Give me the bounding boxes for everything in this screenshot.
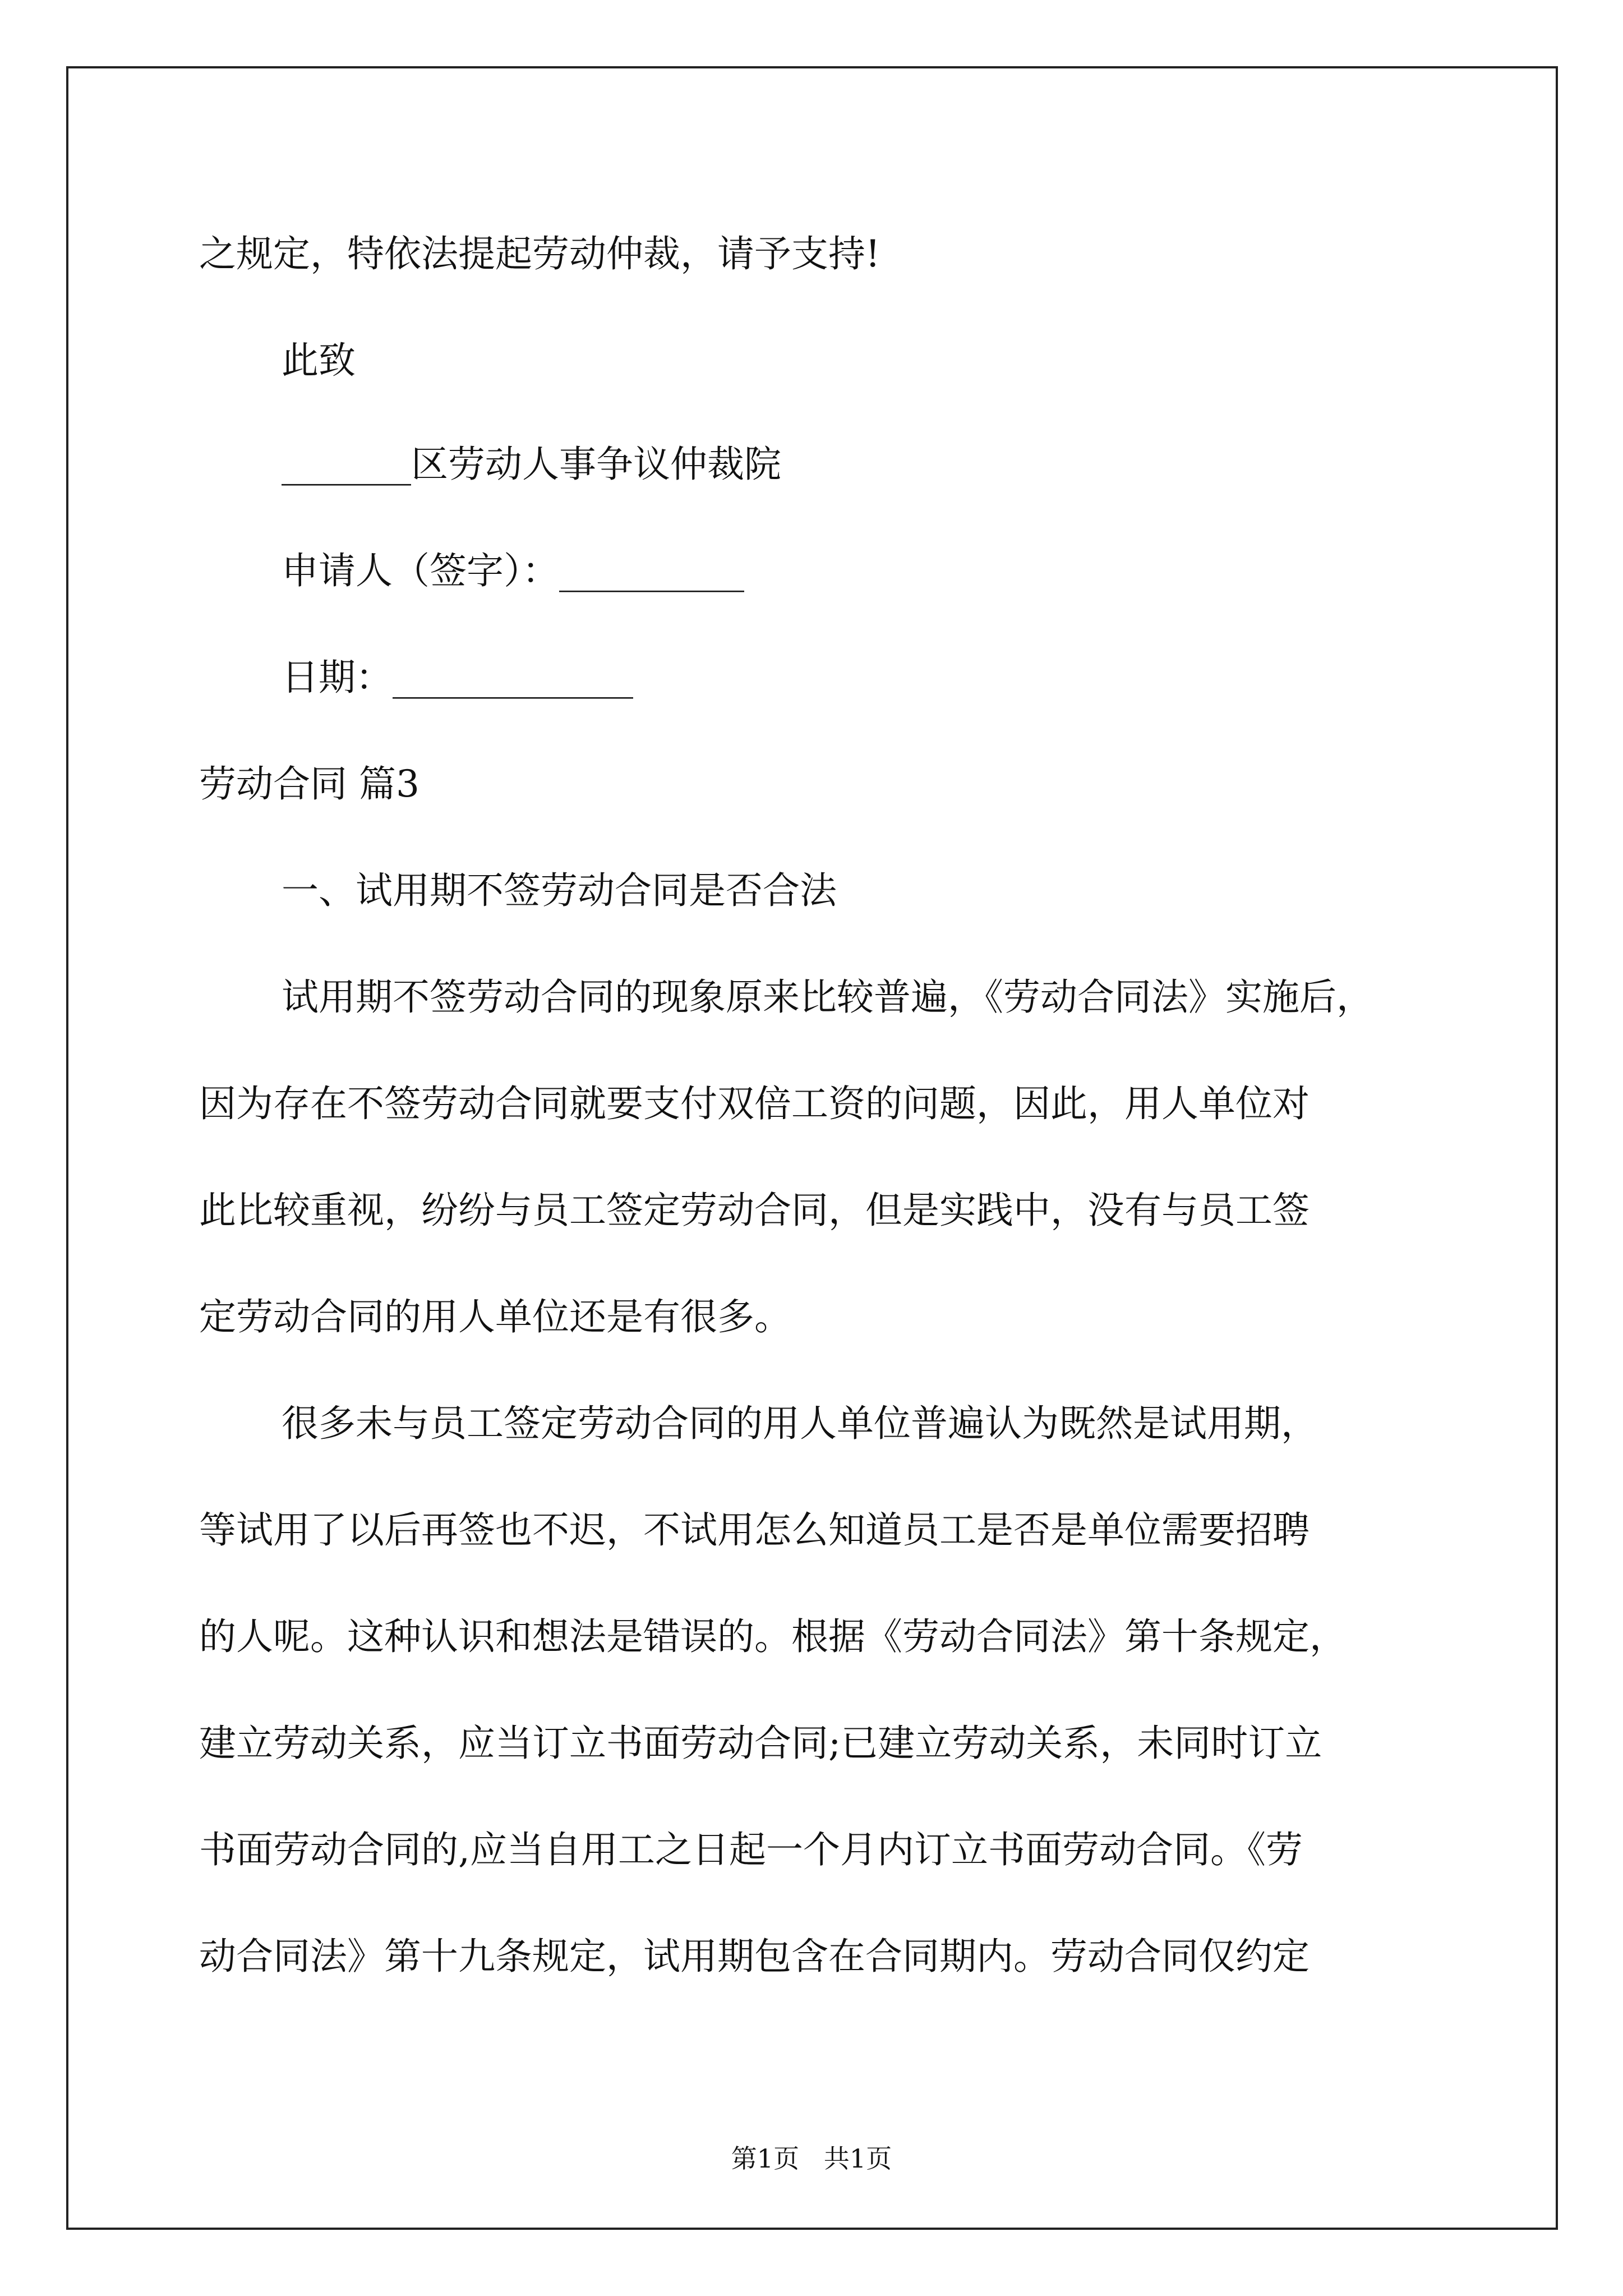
salutation-line: 此致 [282, 339, 356, 382]
body-line-1: 之规定，特依法提起劳动仲裁，请予支持! [199, 232, 880, 275]
page-number-footer: 第1页 共1页 [731, 2143, 892, 2174]
applicant-signature-line: 申请人（签字）：__________ [282, 549, 744, 592]
date-line: 日期：_____________ [282, 656, 633, 699]
paragraph-line: 动合同法》第十九条规定，试用期包含在合同期内。劳动合同仅约定 [199, 1935, 1310, 1978]
page-border [66, 66, 1558, 2230]
paragraph-line: 此比较重视，纷纷与员工签定劳动合同，但是实践中，没有与员工签 [199, 1189, 1310, 1232]
paragraph-line: 建立劳动关系，应当订立书面劳动合同;已建立劳动关系，未同时订立 [199, 1722, 1322, 1765]
addressee-line: _______区劳动人事争议仲裁院 [282, 443, 781, 486]
paragraph-line: 书面劳动合同的,应当自用工之日起一个月内订立书面劳动合同。《劳 [199, 1828, 1303, 1871]
paragraph-line: 因为存在不签劳动合同就要支付双倍工资的问题，因此，用人单位对 [199, 1082, 1310, 1125]
paragraph-line: 的人呢。这种认识和想法是错误的。根据《劳动合同法》第十条规定， [199, 1615, 1347, 1658]
paragraph-line: 很多未与员工签定劳动合同的用人单位普遍认为既然是试用期， [282, 1402, 1318, 1445]
paragraph-line: 试用期不签劳动合同的现象原来比较普遍，《劳动合同法》实施后， [282, 976, 1373, 1019]
paragraph-line: 等试用了以后再签也不迟，不试用怎么知道员工是否是单位需要招聘 [199, 1508, 1310, 1552]
section-title: 劳动合同 篇3 [199, 762, 419, 806]
paragraph-line: 定劳动合同的用人单位还是有很多。 [199, 1295, 791, 1338]
subsection-heading: 一、试用期不签劳动合同是否合法 [282, 869, 837, 912]
